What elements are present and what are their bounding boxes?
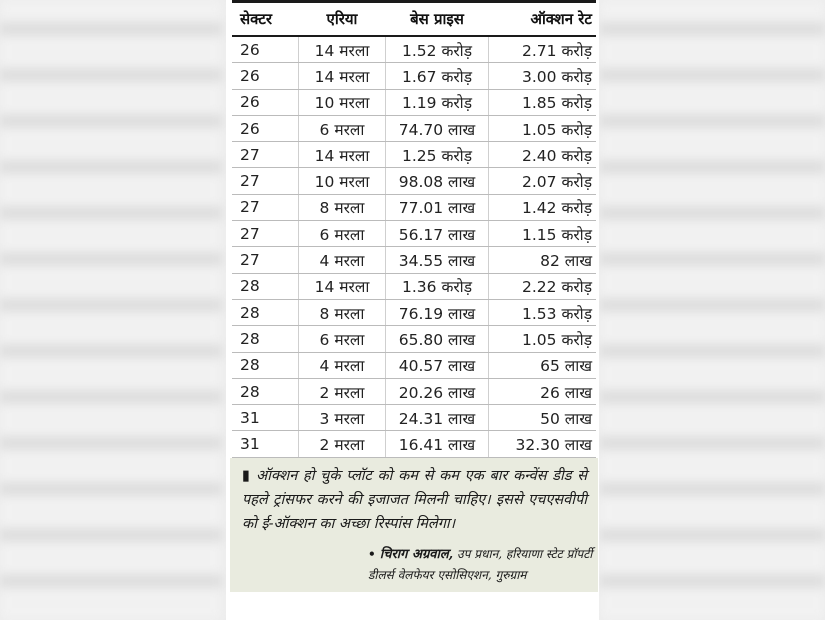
cell-base-price: 77.01 लाख <box>386 194 489 220</box>
table-row <box>232 273 596 299</box>
cell-area: 4 मरला <box>299 352 386 378</box>
table-row <box>232 194 596 220</box>
quote-text-block <box>242 464 587 536</box>
header-sector: सेक्टर <box>232 3 299 36</box>
cell-auction-rate: 50 लाख <box>489 405 597 431</box>
cell-sector: 28 <box>232 273 299 299</box>
cell-auction-rate: 3.00 करोड़ <box>489 63 597 89</box>
cell-base-price: 1.25 करोड़ <box>386 142 489 168</box>
cell-area: 2 मरला <box>299 378 386 404</box>
bullet-dot-icon: • <box>368 547 380 561</box>
cell-sector: 26 <box>232 115 299 141</box>
cell-sector: 27 <box>232 168 299 194</box>
cell-auction-rate: 1.05 करोड़ <box>489 115 597 141</box>
cell-base-price: 76.19 लाख <box>386 299 489 325</box>
header-auction-rate: ऑक्शन रेट <box>489 3 597 36</box>
cell-auction-rate: 32.30 लाख <box>489 431 597 457</box>
table-row <box>232 142 596 168</box>
cell-base-price: 1.36 करोड़ <box>386 273 489 299</box>
table-row <box>232 405 596 431</box>
cell-sector: 26 <box>232 36 299 63</box>
table-row <box>232 352 596 378</box>
cell-area: 8 मरला <box>299 194 386 220</box>
cell-sector: 26 <box>232 63 299 89</box>
blurred-background-right <box>600 0 825 620</box>
cell-sector: 27 <box>232 194 299 220</box>
cell-auction-rate: 2.22 करोड़ <box>489 273 597 299</box>
cell-area: 14 मरला <box>299 142 386 168</box>
table-row <box>232 326 596 352</box>
quote-text: ऑक्शन हो चुके प्लॉट को कम से कम एक बार कन्वेंस डीड से पहले ट्रांसफर करने की इजाजत मिलनी चाहिए। इससे एचएसवीपी को ई-ऑक्शन का अच्छा रिस्पांस मिलेगा। <box>242 468 587 532</box>
cell-area: 3 मरला <box>299 405 386 431</box>
cell-auction-rate: 1.85 करोड़ <box>489 89 597 115</box>
cell-base-price: 34.55 लाख <box>386 247 489 273</box>
cell-base-price: 20.26 लाख <box>386 378 489 404</box>
cell-base-price: 74.70 लाख <box>386 115 489 141</box>
table-row <box>232 115 596 141</box>
cell-base-price: 56.17 लाख <box>386 221 489 247</box>
author-name: चिराग अग्रवाल, <box>379 547 454 562</box>
cell-auction-rate: 2.40 करोड़ <box>489 142 597 168</box>
cell-auction-rate: 2.71 करोड़ <box>489 36 597 63</box>
auction-rate-table <box>232 3 596 458</box>
cell-area: 14 मरला <box>299 36 386 63</box>
cell-auction-rate: 1.42 करोड़ <box>489 194 597 220</box>
cell-auction-rate: 1.05 करोड़ <box>489 326 597 352</box>
cell-sector: 28 <box>232 326 299 352</box>
table-row <box>232 63 596 89</box>
cell-sector: 31 <box>232 405 299 431</box>
cell-base-price: 98.08 लाख <box>386 168 489 194</box>
newspaper-clipping <box>226 0 599 620</box>
cell-sector: 28 <box>232 299 299 325</box>
header-area: एरिया <box>299 3 386 36</box>
cell-base-price: 1.67 करोड़ <box>386 63 489 89</box>
cell-area: 14 मरला <box>299 63 386 89</box>
table-row <box>232 36 596 63</box>
cell-sector: 27 <box>232 142 299 168</box>
auction-rate-table-wrapper <box>232 0 596 458</box>
cell-area: 4 मरला <box>299 247 386 273</box>
table-row <box>232 221 596 247</box>
cell-base-price: 24.31 लाख <box>386 405 489 431</box>
cell-sector: 26 <box>232 89 299 115</box>
cell-sector: 27 <box>232 247 299 273</box>
author-title: उप प्रधान, हरियाणा स्टेट प्रॉपर्टी डीलर्स वेलफेयर एसोसिएशन, गुरुग्राम <box>368 547 593 582</box>
cell-auction-rate: 82 लाख <box>489 247 597 273</box>
cell-area: 6 मरला <box>299 221 386 247</box>
cell-auction-rate: 65 लाख <box>489 352 597 378</box>
table-body <box>232 36 596 457</box>
cell-auction-rate: 2.07 करोड़ <box>489 168 597 194</box>
cell-area: 6 मरला <box>299 115 386 141</box>
cell-area: 10 मरला <box>299 168 386 194</box>
table-row <box>232 89 596 115</box>
cell-sector: 27 <box>232 221 299 247</box>
cell-sector: 28 <box>232 378 299 404</box>
cell-area: 2 मरला <box>299 431 386 457</box>
table-row <box>232 168 596 194</box>
header-base-price: बेस प्राइस <box>386 3 489 36</box>
table-row <box>232 431 596 457</box>
quote-marker-icon: ▮ <box>242 467 257 484</box>
cell-area: 10 मरला <box>299 89 386 115</box>
cell-area: 6 मरला <box>299 326 386 352</box>
cell-sector: 31 <box>232 431 299 457</box>
blurred-background-left <box>0 0 222 620</box>
cell-base-price: 65.80 लाख <box>386 326 489 352</box>
cell-auction-rate: 1.53 करोड़ <box>489 299 597 325</box>
cell-area: 14 मरला <box>299 273 386 299</box>
quote-box <box>230 458 598 592</box>
cell-base-price: 1.52 करोड़ <box>386 36 489 63</box>
cell-auction-rate: 26 लाख <box>489 378 597 404</box>
cell-auction-rate: 1.15 करोड़ <box>489 221 597 247</box>
cell-base-price: 16.41 लाख <box>386 431 489 457</box>
cell-base-price: 1.19 करोड़ <box>386 89 489 115</box>
table-row <box>232 299 596 325</box>
table-row <box>232 247 596 273</box>
table-header-row <box>232 3 596 36</box>
cell-sector: 28 <box>232 352 299 378</box>
cell-area: 8 मरला <box>299 299 386 325</box>
quote-attribution <box>368 544 593 585</box>
cell-base-price: 40.57 लाख <box>386 352 489 378</box>
table-row <box>232 378 596 404</box>
